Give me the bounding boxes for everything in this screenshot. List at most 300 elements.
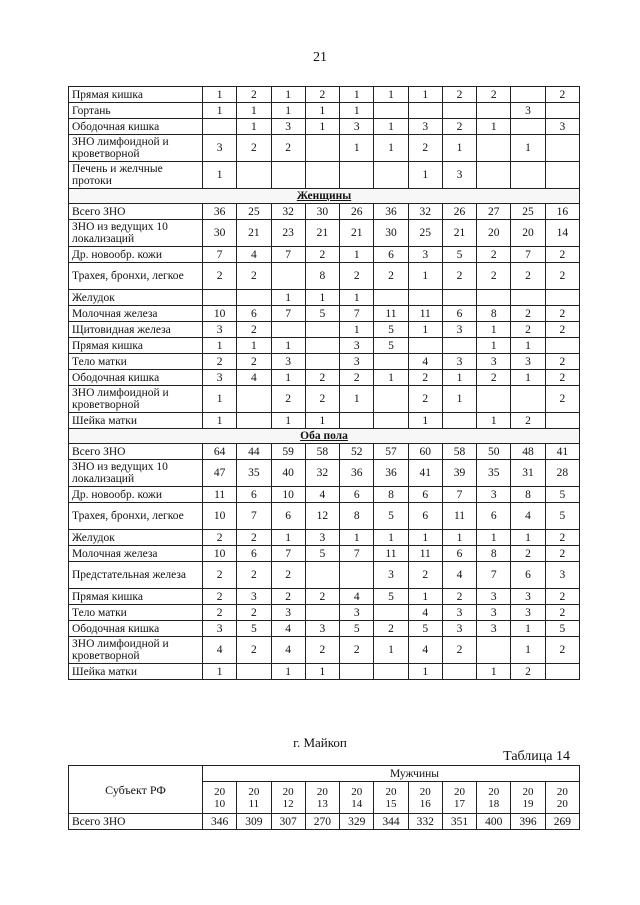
row-label: Щитовидная железа: [69, 322, 203, 338]
table-cell: [237, 413, 271, 429]
table-row: [69, 247, 580, 263]
table-cell: 2: [305, 637, 339, 664]
table-cell: [511, 162, 545, 189]
table-cell: 2: [271, 135, 305, 162]
table-cell: 1: [511, 530, 545, 546]
table-cell: 58: [305, 444, 339, 460]
table-row: [69, 589, 580, 605]
table-cell: 2: [271, 386, 305, 413]
table-cell: 4: [237, 370, 271, 386]
table-cell: 2: [545, 605, 579, 621]
table-cell: 3: [442, 162, 476, 189]
table-cell: 3: [340, 354, 374, 370]
row-label: Др. новообр. кожи: [69, 487, 203, 503]
table-cell: 5: [545, 503, 579, 530]
table-cell: 2: [340, 370, 374, 386]
table-row: [69, 220, 580, 247]
table-row: [69, 290, 580, 306]
table-cell: 3: [203, 322, 237, 338]
row-label: Тело матки: [69, 354, 203, 370]
table-cell: [408, 103, 442, 119]
table-cell: 2: [442, 589, 476, 605]
row-label: Ободочная кишка: [69, 621, 203, 637]
table-cell: 4: [442, 562, 476, 589]
table-cell: 2: [545, 637, 579, 664]
table-cell: 36: [340, 460, 374, 487]
table-cell: 2: [511, 322, 545, 338]
table-cell: 3: [477, 354, 511, 370]
table-cell: 3: [511, 103, 545, 119]
row-label: Молочная железа: [69, 306, 203, 322]
year-header: [305, 782, 339, 814]
row-label: Печень и желчные протоки: [69, 162, 203, 189]
table-cell: 2: [511, 263, 545, 290]
table-cell: [305, 562, 339, 589]
year-header-bottom: 10: [214, 797, 226, 810]
table-cell: 2: [237, 354, 271, 370]
row-label: Шейка матки: [69, 664, 203, 680]
table-cell: [203, 290, 237, 306]
table-cell: 3: [442, 322, 476, 338]
year-header-top: 20: [556, 785, 568, 798]
table-cell: 2: [237, 135, 271, 162]
table-cell: [511, 119, 545, 135]
table-cell: 2: [374, 621, 408, 637]
table-cell: 2: [203, 589, 237, 605]
year-header-top: 20: [248, 785, 260, 798]
table-cell: 6: [271, 503, 305, 530]
table-cell: 5: [340, 621, 374, 637]
table-cell: 1: [271, 664, 305, 680]
table-cell: [340, 413, 374, 429]
table-cell: 1: [271, 290, 305, 306]
table-cell: [340, 562, 374, 589]
table-cell: 4: [408, 605, 442, 621]
table-cell: 3: [511, 354, 545, 370]
table-row: [69, 562, 580, 589]
table-cell: 2: [408, 135, 442, 162]
table-cell: 2: [477, 370, 511, 386]
year-header: [442, 782, 476, 814]
table-cell: 7: [271, 306, 305, 322]
table-cell: [545, 135, 579, 162]
table-cell: 8: [305, 263, 339, 290]
table14-total-cell: 307: [271, 814, 305, 830]
table-cell: 7: [340, 546, 374, 562]
table-cell: 2: [442, 263, 476, 290]
table-cell: [511, 290, 545, 306]
table-cell: 3: [408, 119, 442, 135]
table-cell: 1: [408, 322, 442, 338]
table-cell: [305, 338, 339, 354]
table-cell: 11: [374, 306, 408, 322]
table-cell: 8: [374, 487, 408, 503]
table-cell: 3: [477, 605, 511, 621]
table-cell: 41: [545, 444, 579, 460]
table-cell: [237, 290, 271, 306]
table14-total-cell: 270: [305, 814, 339, 830]
table-row: [69, 119, 580, 135]
table-cell: 5: [305, 546, 339, 562]
table-cell: 20: [477, 220, 511, 247]
table-row: [69, 637, 580, 664]
table-cell: 3: [203, 135, 237, 162]
year-header: [271, 782, 305, 814]
year-header-bottom: 12: [282, 797, 294, 810]
row-label: Предстательная железа: [69, 562, 203, 589]
year-header-bottom: 16: [419, 797, 431, 810]
table-cell: 2: [408, 562, 442, 589]
table14-total-cell: 329: [340, 814, 374, 830]
table-row: [69, 444, 580, 460]
table-row: [69, 546, 580, 562]
main-table-body: [69, 87, 580, 680]
table-cell: 1: [271, 370, 305, 386]
table14-total-cell: 344: [374, 814, 408, 830]
table-cell: 2: [511, 413, 545, 429]
table-cell: 3: [237, 589, 271, 605]
table-cell: [374, 386, 408, 413]
table-cell: [442, 103, 476, 119]
table-row: [69, 306, 580, 322]
table-cell: 1: [442, 386, 476, 413]
table-cell: 2: [545, 247, 579, 263]
table-cell: 2: [237, 637, 271, 664]
table-cell: 2: [203, 354, 237, 370]
city-caption: г. Майкоп: [293, 735, 347, 750]
table-cell: 11: [374, 546, 408, 562]
table-cell: [203, 119, 237, 135]
table-cell: [545, 338, 579, 354]
table-cell: [305, 162, 339, 189]
row-label: Всего ЗНО: [69, 444, 203, 460]
row-label: ЗНО из ведущих 10 локализаций: [69, 220, 203, 247]
table-cell: 4: [408, 354, 442, 370]
table-cell: 2: [305, 87, 339, 103]
table-row: [69, 605, 580, 621]
table-cell: 40: [271, 460, 305, 487]
table-row: [69, 413, 580, 429]
table-cell: 2: [545, 546, 579, 562]
year-header: [511, 782, 545, 814]
table-cell: 5: [545, 621, 579, 637]
table-cell: 1: [237, 103, 271, 119]
table-row: [69, 87, 580, 103]
year-header: [203, 782, 237, 814]
table-cell: 1: [511, 135, 545, 162]
table14-total-cell: 269: [545, 814, 579, 830]
table-cell: 23: [271, 220, 305, 247]
table-cell: 4: [203, 637, 237, 664]
table-cell: [477, 162, 511, 189]
table-cell: 2: [545, 386, 579, 413]
table-cell: 41: [408, 460, 442, 487]
table-row: [69, 204, 580, 220]
table-cell: 27: [477, 204, 511, 220]
table-cell: 1: [340, 87, 374, 103]
table-cell: 1: [408, 263, 442, 290]
table-cell: 1: [408, 530, 442, 546]
table-cell: 2: [442, 87, 476, 103]
year-header: [340, 782, 374, 814]
table-cell: 6: [442, 306, 476, 322]
table-cell: [305, 135, 339, 162]
table-cell: 3: [271, 605, 305, 621]
table-cell: 1: [237, 338, 271, 354]
table-cell: [511, 386, 545, 413]
table-cell: 31: [511, 460, 545, 487]
table-cell: 32: [305, 460, 339, 487]
table-cell: [408, 338, 442, 354]
year-header-bottom: 14: [351, 797, 363, 810]
table-cell: 7: [271, 546, 305, 562]
table-cell: 2: [237, 263, 271, 290]
table-cell: 1: [203, 103, 237, 119]
table14-total-cell: 400: [477, 814, 511, 830]
table-cell: 50: [477, 444, 511, 460]
table-cell: 1: [305, 119, 339, 135]
table-cell: 2: [271, 562, 305, 589]
year-header-top: 20: [316, 785, 328, 798]
table14-total-cell: 351: [442, 814, 476, 830]
year-header: [374, 782, 408, 814]
year-header: [477, 782, 511, 814]
table-cell: 2: [477, 263, 511, 290]
table-cell: 11: [442, 503, 476, 530]
table-cell: 1: [374, 119, 408, 135]
table-cell: 2: [305, 370, 339, 386]
table-cell: 3: [477, 487, 511, 503]
table-cell: 21: [237, 220, 271, 247]
table-cell: 3: [340, 605, 374, 621]
table-cell: 7: [271, 247, 305, 263]
table-cell: [511, 87, 545, 103]
row-label: Ободочная кишка: [69, 119, 203, 135]
table-cell: 1: [408, 413, 442, 429]
table-cell: 1: [511, 370, 545, 386]
table-cell: 3: [442, 605, 476, 621]
page-number: 21: [313, 50, 327, 65]
table-cell: 2: [511, 664, 545, 680]
table-cell: [545, 290, 579, 306]
table-cell: 2: [545, 354, 579, 370]
table-cell: 1: [305, 413, 339, 429]
year-header-top: 20: [522, 785, 534, 798]
table-cell: [374, 664, 408, 680]
table-cell: 2: [511, 306, 545, 322]
table-cell: 1: [203, 413, 237, 429]
table-cell: 36: [374, 460, 408, 487]
table-cell: 3: [340, 338, 374, 354]
table-cell: 2: [511, 546, 545, 562]
table-cell: 1: [442, 370, 476, 386]
table-cell: 11: [408, 306, 442, 322]
table-row: [69, 664, 580, 680]
row-label: Шейка матки: [69, 413, 203, 429]
row-label: Прямая кишка: [69, 338, 203, 354]
table-cell: 1: [374, 135, 408, 162]
row-label: Молочная железа: [69, 546, 203, 562]
table-cell: 3: [477, 621, 511, 637]
table-cell: 11: [203, 487, 237, 503]
table-cell: 12: [305, 503, 339, 530]
table-cell: 1: [203, 162, 237, 189]
table-cell: 3: [271, 119, 305, 135]
table-cell: 2: [408, 370, 442, 386]
table-cell: 2: [340, 637, 374, 664]
table-cell: 7: [511, 247, 545, 263]
table-cell: 4: [511, 503, 545, 530]
table-cell: 5: [545, 487, 579, 503]
table-cell: 1: [340, 247, 374, 263]
table-cell: 3: [545, 119, 579, 135]
table-cell: 1: [271, 87, 305, 103]
table-cell: 16: [545, 204, 579, 220]
year-header-bottom: 19: [522, 797, 534, 810]
table-cell: 1: [408, 162, 442, 189]
table-row: [69, 370, 580, 386]
table-cell: 1: [271, 103, 305, 119]
table-cell: 1: [374, 87, 408, 103]
table-cell: 1: [374, 530, 408, 546]
table-cell: 5: [237, 621, 271, 637]
table-cell: 2: [545, 322, 579, 338]
table-cell: 1: [340, 530, 374, 546]
table-cell: [374, 290, 408, 306]
table-cell: [271, 263, 305, 290]
table-cell: 30: [305, 204, 339, 220]
table-cell: 32: [408, 204, 442, 220]
table-cell: 3: [203, 621, 237, 637]
table-cell: 2: [477, 247, 511, 263]
table-cell: 2: [408, 386, 442, 413]
table-cell: 1: [340, 103, 374, 119]
table-cell: 2: [203, 605, 237, 621]
table-cell: 25: [511, 204, 545, 220]
table-cell: 2: [340, 263, 374, 290]
table-cell: [408, 290, 442, 306]
table-cell: [545, 413, 579, 429]
table-cell: 3: [305, 530, 339, 546]
table-cell: 28: [545, 460, 579, 487]
table-cell: [374, 162, 408, 189]
table-cell: 36: [203, 204, 237, 220]
table-cell: 6: [408, 487, 442, 503]
table-cell: 6: [408, 503, 442, 530]
table14-total-cell: 396: [511, 814, 545, 830]
table-cell: 8: [511, 487, 545, 503]
table-cell: 1: [305, 290, 339, 306]
table-cell: [305, 605, 339, 621]
table-cell: 7: [340, 306, 374, 322]
table-cell: 5: [305, 306, 339, 322]
main-table: [68, 86, 580, 680]
row-label: Трахея, бронхи, легкое: [69, 263, 203, 290]
table-cell: 35: [237, 460, 271, 487]
table-cell: 4: [271, 637, 305, 664]
table-row: [69, 503, 580, 530]
row-label: ЗНО лимфоидной и кроветворной: [69, 386, 203, 413]
table-cell: 3: [271, 354, 305, 370]
table-cell: 7: [442, 487, 476, 503]
table14-total-cell: 332: [408, 814, 442, 830]
table-cell: 2: [203, 562, 237, 589]
row-label: Желудок: [69, 290, 203, 306]
table-cell: 47: [203, 460, 237, 487]
table-cell: 64: [203, 444, 237, 460]
table-cell: [477, 103, 511, 119]
table-cell: 3: [442, 621, 476, 637]
table-cell: 1: [408, 589, 442, 605]
table-cell: 8: [340, 503, 374, 530]
table-cell: 1: [511, 637, 545, 664]
year-header: [545, 782, 579, 814]
table-cell: 6: [340, 487, 374, 503]
year-header-bottom: 13: [316, 797, 328, 810]
table-cell: 1: [477, 119, 511, 135]
year-header-bottom: 17: [453, 797, 465, 810]
row-label: Прямая кишка: [69, 87, 203, 103]
table-cell: 2: [545, 530, 579, 546]
table-cell: 3: [545, 562, 579, 589]
year-header-bottom: 15: [385, 797, 397, 810]
table-cell: 1: [340, 386, 374, 413]
table-row: [69, 103, 580, 119]
table-cell: 21: [340, 220, 374, 247]
table14-header-row: [69, 766, 580, 782]
table-cell: 6: [237, 487, 271, 503]
table-cell: 2: [477, 87, 511, 103]
section-title: Оба пола: [69, 429, 580, 444]
table-cell: [340, 162, 374, 189]
table-row: [69, 487, 580, 503]
table-cell: [545, 103, 579, 119]
table-cell: 26: [442, 204, 476, 220]
table-cell: 1: [340, 135, 374, 162]
table14-total-label: Всего ЗНО: [69, 814, 203, 830]
table-cell: 1: [477, 322, 511, 338]
table-cell: 25: [408, 220, 442, 247]
table-cell: 10: [203, 306, 237, 322]
table-cell: [442, 290, 476, 306]
table-cell: 7: [237, 503, 271, 530]
table-cell: 1: [477, 338, 511, 354]
table-cell: 1: [271, 338, 305, 354]
table-cell: 11: [408, 546, 442, 562]
year-header: [408, 782, 442, 814]
table-cell: 39: [442, 460, 476, 487]
table14-total-cell: 346: [203, 814, 237, 830]
table-cell: 48: [511, 444, 545, 460]
table-cell: 5: [374, 503, 408, 530]
table14-total-row: [69, 814, 580, 830]
group-header: Мужчины: [203, 766, 580, 782]
table-cell: [545, 162, 579, 189]
table-cell: 3: [442, 354, 476, 370]
year-header-top: 20: [488, 785, 500, 798]
table-cell: 2: [237, 562, 271, 589]
year-header: [237, 782, 271, 814]
table-cell: 2: [203, 263, 237, 290]
table-cell: 3: [511, 589, 545, 605]
table-cell: 10: [203, 546, 237, 562]
row-label: Ободочная кишка: [69, 370, 203, 386]
table14-total-cell: 309: [237, 814, 271, 830]
table-row: [69, 354, 580, 370]
table-cell: 4: [340, 589, 374, 605]
table-cell: 2: [545, 87, 579, 103]
table-cell: 5: [374, 338, 408, 354]
